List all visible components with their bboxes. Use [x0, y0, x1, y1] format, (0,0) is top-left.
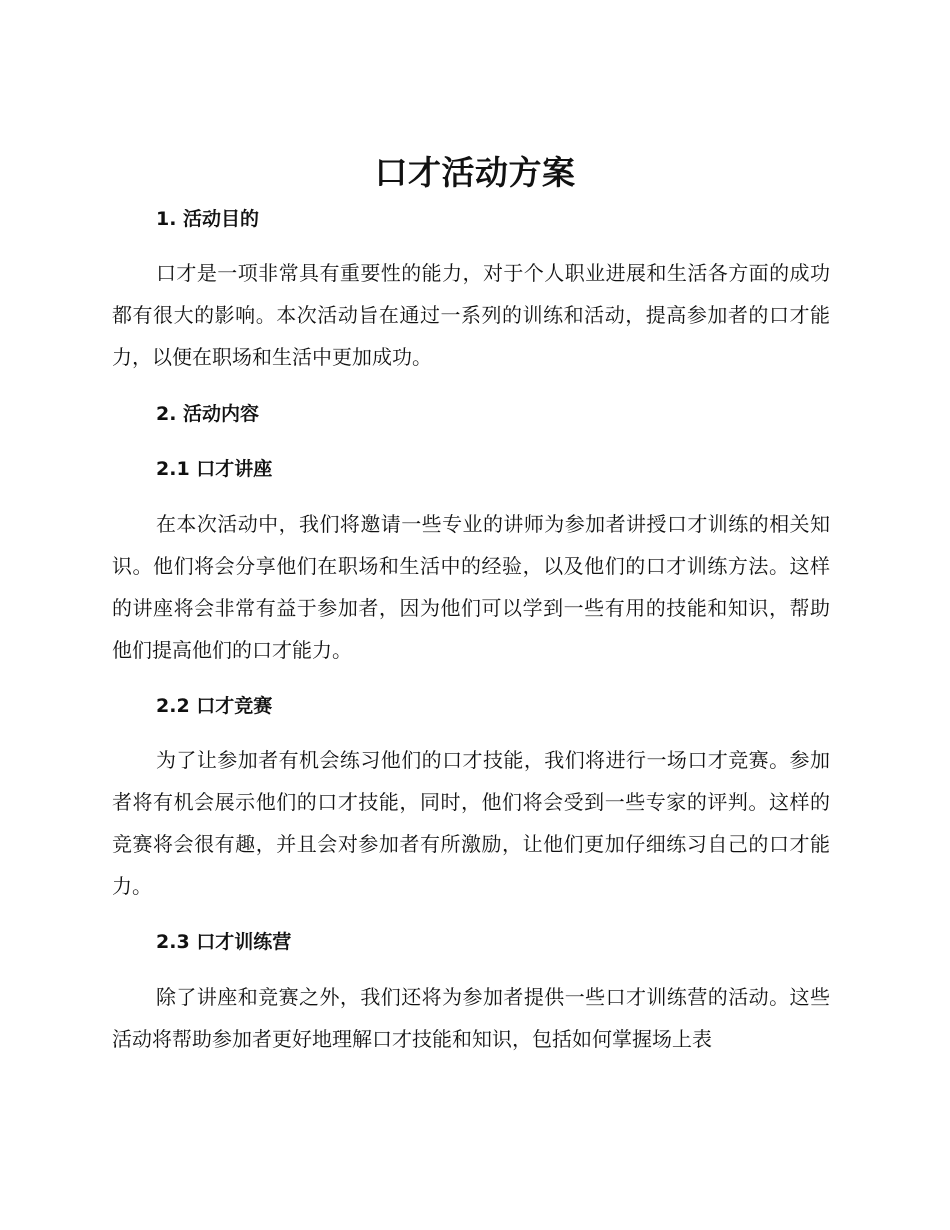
- section-heading-purpose: 1. 活动目的: [156, 208, 260, 230]
- section-heading-competition: 2.2 口才竞赛: [156, 695, 273, 717]
- paragraph-competition: 为了让参加者有机会练习他们的口才技能，我们将进行一场口才竞赛。参加者将有机会展示他们的口才技能，同时，他们将会受到一些专家的评判。这样的竞赛将会很有趣，并且会对参加者有所激励，让他们更加仔细练习自己的口才能力。: [112, 748, 830, 898]
- section-heading-lecture: 2.1 口才讲座: [156, 458, 273, 480]
- section-heading-content: 2. 活动内容: [156, 403, 260, 425]
- paragraph-purpose: 口才是一项非常具有重要性的能力，对于个人职业进展和生活各方面的成功都有很大的影响。本次活动旨在通过一系列的训练和活动，提高参加者的口才能力，以便在职场和生活中更加成功。: [112, 261, 830, 369]
- paragraph-lecture: 在本次活动中，我们将邀请一些专业的讲师为参加者讲授口才训练的相关知识。他们将会分享他们在职场和生活中的经验，以及他们的口才训练方法。这样的讲座将会非常有益于参加者，因为他们可以学到一些有用的技能和知识，帮助他们提高他们的口才能力。: [112, 512, 830, 662]
- document-title: 口才活动方案: [374, 153, 576, 192]
- paragraph-training-camp: 除了讲座和竞赛之外，我们还将为参加者提供一些口才训练营的活动。这些活动将帮助参加者更好地理解口才技能和知识，包括如何掌握场上表: [112, 985, 830, 1051]
- section-heading-training-camp: 2.3 口才训练营: [156, 931, 292, 953]
